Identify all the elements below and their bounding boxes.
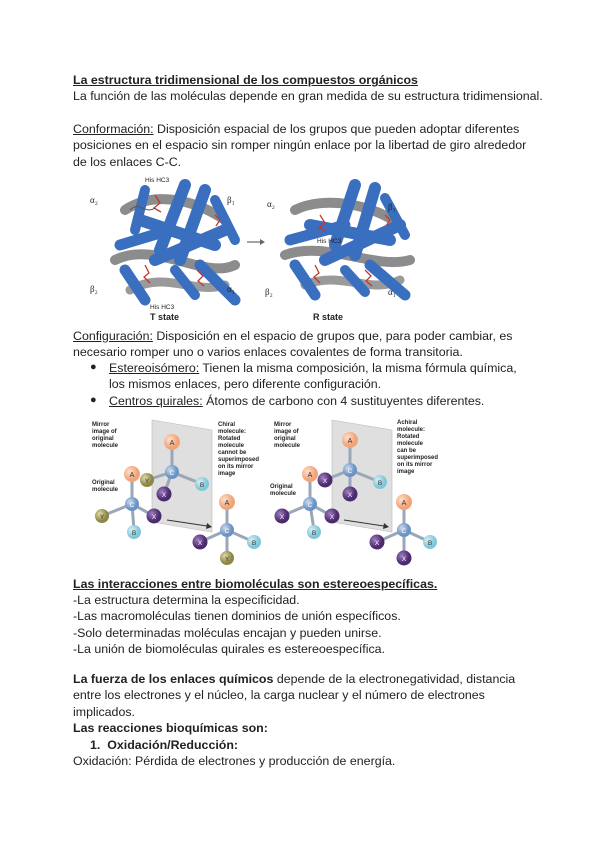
bullet-dot: ● [90, 361, 97, 373]
list-item-oxidation-reduction [90, 737, 560, 753]
achiral-molecule-label: Achiral molecule: Rotated molecule can be superimposed on its mirror image [397, 420, 439, 475]
conformation-label: Conformación: [73, 122, 154, 136]
t-state-structure [115, 185, 235, 300]
svg-text:A: A [347, 438, 353, 445]
oxidation-definition: Oxidación: Pérdida de electrones y producción de energía. [73, 754, 396, 768]
conformation-text: Disposición espacial de los grupos que pueden adoptar diferentes posiciones en el espacio sin romper ningún enlace por la libertad de giro alrededor de los enlaces C-C. [73, 122, 527, 169]
list-title: Oxidación/Reducción: [107, 738, 239, 752]
svg-text:Y: Y [224, 556, 230, 563]
svg-text:X: X [161, 492, 167, 499]
label-r-state: R state [313, 312, 344, 322]
stereoisomer-text: Tienen la misma composición, la misma fórmula química, los mismos enlaces, pero diferente configuración. [109, 361, 517, 392]
stereo-line-1: -La estructura determina la especificidad. [73, 593, 300, 607]
configuration-paragraph [73, 328, 543, 361]
configuration-text: Disposición en el espacio de grupos que, para poder cambiar, es necesario romper uno o varios enlaces covalentes de forma transitoria. [73, 329, 513, 360]
stereo-line-2: -Las macromoléculas tienen dominios de unión específicos. [73, 609, 401, 623]
svg-text:B: B [131, 530, 137, 537]
svg-text:C: C [169, 470, 175, 477]
svg-text:A: A [129, 472, 135, 479]
svg-text:X: X [279, 514, 285, 521]
chiral-centers-text: Átomos de carbono con 4 sustituyentes diferentes. [202, 394, 485, 408]
bullet-stereoisomer [109, 360, 529, 393]
label-his-mid-r: His HC3 [317, 238, 342, 245]
svg-text:B: B [377, 480, 383, 487]
bullet-chiral-centers [109, 393, 529, 409]
original-molecule-label-right: Original molecule [270, 484, 297, 497]
configuration-label: Configuración: [73, 329, 153, 343]
chirality-figure [92, 412, 452, 572]
label-alpha1-t: α₁ [227, 284, 235, 294]
svg-text:A: A [169, 440, 175, 447]
svg-text:X: X [374, 540, 380, 547]
stereoisomer-label: Estereoisómero: [109, 361, 200, 375]
svg-text:A: A [307, 472, 313, 479]
label-beta1-t: β₁ [227, 195, 235, 205]
label-alpha1-r: α₁ [388, 287, 396, 297]
svg-text:A: A [401, 500, 407, 507]
svg-text:B: B [311, 530, 317, 537]
stereo-line-3: -Solo determinadas moléculas encajan y pueden unirse. [73, 626, 382, 640]
bullet-dot: ● [90, 394, 97, 406]
svg-text:C: C [401, 528, 407, 535]
bond-strength-text: depende de la electronegatividad, distancia entre los electrones y el núcleo, la carga nuclear y el número de electrones implicados. [73, 672, 516, 719]
label-beta2-t: β₂ [90, 284, 98, 294]
svg-text:B: B [251, 540, 257, 547]
section-title-stereospecific: Las interacciones entre biomoléculas son estereoespecíficas. [73, 577, 438, 591]
label-alpha2-r: α₂ [267, 199, 275, 209]
stereo-line-4: -La unión de biomoléculas quirales es estereoespecífica. [73, 642, 386, 656]
svg-text:A: A [224, 500, 230, 507]
label-alpha2-t: α₂ [90, 195, 98, 205]
bond-strength-bold: La fuerza de los enlaces químicos [73, 672, 274, 686]
svg-text:X: X [197, 540, 203, 547]
svg-text:X: X [322, 478, 328, 485]
svg-text:Y: Y [99, 514, 105, 521]
label-beta2-r: β₂ [265, 287, 273, 297]
biochemical-reactions-title: Las reacciones bioquímicas son: [73, 721, 268, 735]
svg-text:C: C [224, 528, 230, 535]
mirror-label-right: Mirror image of original molecule [274, 422, 301, 449]
svg-text:X: X [329, 514, 335, 521]
svg-text:B: B [427, 540, 433, 547]
mirror-label-left: Mirror image of original molecule [92, 422, 119, 449]
conformation-paragraph [73, 121, 543, 170]
intro-paragraph: La función de las moléculas depende en gran medida de su estructura tridimensional. [73, 89, 543, 103]
svg-text:B: B [199, 482, 205, 489]
svg-text:X: X [401, 556, 407, 563]
svg-text:X: X [151, 514, 157, 521]
svg-text:C: C [129, 502, 135, 509]
list-number: 1. [90, 738, 101, 752]
svg-text:C: C [347, 468, 353, 475]
svg-text:C: C [307, 502, 313, 509]
label-his-top-t: His HC3 [145, 177, 170, 184]
original-molecule-label-left: Original molecule [92, 480, 119, 493]
label-his-bottom-t: His HC3 [150, 304, 175, 311]
chiral-centers-label: Centros quirales: [109, 394, 203, 408]
chiral-molecule-label: Chiral molecule: Rotated molecule cannot be superimposed on its mirror image [218, 422, 260, 477]
bond-strength-paragraph [73, 671, 543, 720]
label-t-state: T state [150, 312, 180, 322]
svg-text:X: X [347, 492, 353, 499]
hemoglobin-figure [85, 170, 415, 325]
svg-text:Y: Y [144, 478, 150, 485]
label-beta1-r: β₁ [388, 202, 396, 212]
section-title-3d-structure: La estructura tridimensional de los compuestos orgánicos [73, 73, 418, 87]
